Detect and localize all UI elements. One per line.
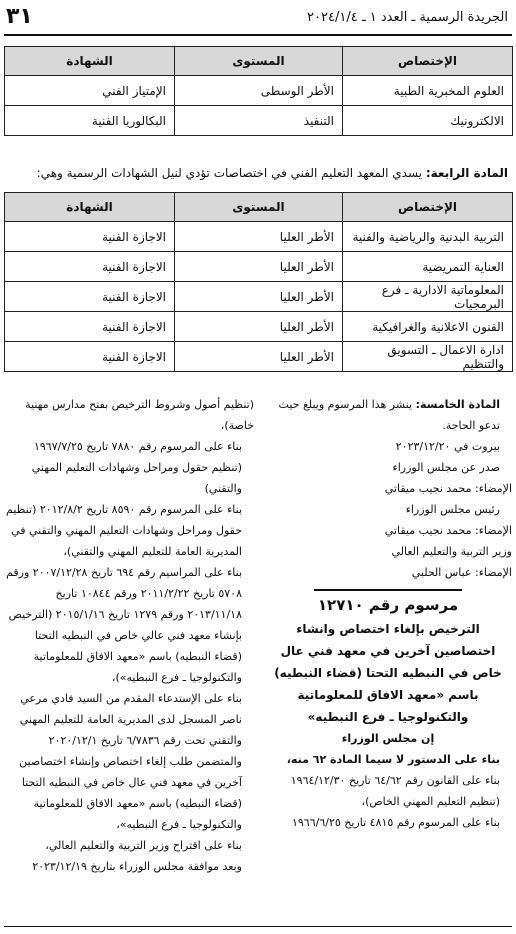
cell-level: الأطر العليا [175, 252, 343, 282]
cell-level: الأطر العليا [175, 282, 343, 312]
cell-certificate: الاجازة الفنية [5, 252, 175, 282]
prime-minister-title: رئيس مجلس الوزراء [405, 503, 500, 516]
article-four-text: يسدي المعهد التعليم الفني في اختصاصات تؤدي لنيل الشهادات الرسمية وهي: [36, 166, 426, 180]
council-heading: إن مجلس الوزراء [341, 732, 435, 745]
place-date: بيروت في ٢٠٢٣/١٢/٢٠ [395, 440, 500, 453]
decree-title: الترخيص بإلغاء اختصاص وانشاء اختصاصين آخرين في معهد فني عال خاص في النبطيه التحتا (قضاء النبطيه) باسم «معهد الافاق للمعلوماتية والتكنولوجيا ـ فرع النبطيه» [274, 622, 502, 724]
decree-divider [314, 589, 463, 591]
left-paragraph-3: بناء على المرسوم رقم ٨٥٩٠ تاريخ ٢٠١٢/٨/٢ (تنظيم حقول ومراحل وشهادات التعليم المهني والتقني في المديرية العامة للتعليم المهني والتقني)، [6, 503, 242, 558]
cell-specialty: المعلوماتية الادارية ـ فرع البرمجيات [343, 282, 513, 312]
journal-title: الجريدة الرسمية ـ العدد ١ ـ ٢٠٢٤/١/٤ [307, 10, 508, 25]
decree-4815-basis: بناء على المرسوم رقم ٤٨١٥ تاريخ ١٩٦٦/٦/٢٥ [291, 816, 500, 829]
law-basis: بناء على القانون رقم ٦٤/٦٢ تاريخ ١٩٦٤/١٢/٣٠ (تنظيم التعليم المهني الخاص)، [290, 774, 500, 808]
right-column [264, 394, 512, 833]
header-specialty: الإختصاص [343, 47, 513, 76]
table-row [5, 76, 513, 106]
left-paragraph-6: بناء على اقتراح وزير التربية والتعليم العالي، [45, 839, 242, 852]
header-certificate: الشهادة [5, 193, 175, 222]
cell-level: التنفيذ [175, 106, 343, 136]
cell-specialty: العناية التمريضية [343, 252, 513, 282]
issued-by: صدر عن مجلس الوزراء [392, 461, 500, 474]
table-row [5, 282, 513, 312]
table-row [5, 106, 513, 136]
page-header [4, 4, 512, 34]
table-row [5, 252, 513, 282]
left-paragraph-2: بناء على المرسوم رقم ٧٨٨٠ تاريخ ١٩٦٧/٧/٢٥ (تنظيم حقول ومراحل وشهادات التعليم المهني والتقني) [31, 440, 242, 495]
cell-certificate: البكالوريا الفنية [5, 106, 175, 136]
cell-certificate: الاجازة الفنية [5, 312, 175, 342]
cell-specialty: ادارة الاعمال ـ التسويق والتنظيم [343, 342, 513, 372]
article-four [8, 166, 508, 180]
cell-level: الأطر العليا [175, 312, 343, 342]
table-row [5, 342, 513, 372]
table-header-row [5, 47, 513, 76]
left-paragraph-1: (تنظيم أصول وشروط الترخيص بفتح مدارس مهنية خاصة)، [25, 398, 254, 432]
left-paragraph-7: وبعد موافقة مجلس الوزراء بتاريخ ٢٠٢٣/١٢/١٩ [32, 860, 242, 873]
cell-certificate: الاجازة الفنية [5, 282, 175, 312]
table-header-row [5, 193, 513, 222]
minister-title: وزير التربية والتعليم العالي [391, 545, 512, 558]
cell-specialty: الفنون الاعلانية والغرافيكية [343, 312, 513, 342]
left-column [4, 394, 254, 877]
cell-specialty: التربية البدنية والرياضية والفنية [343, 222, 513, 252]
specialties-table-2 [4, 192, 513, 372]
table-row [5, 312, 513, 342]
signature-2: الإمضاء: محمد نجيب ميقاتي [384, 524, 512, 537]
header-specialty: الإختصاص [343, 193, 513, 222]
constitution-basis: بناء على الدستور لا سيما المادة ٦٢ منه، [286, 753, 500, 766]
cell-specialty: العلوم المخبرية الطبية [343, 76, 513, 106]
article-five [264, 394, 512, 436]
article-four-label: المادة الرابعة: [425, 166, 508, 180]
table-row [5, 222, 513, 252]
article-five-text: ينشر هذا المرسوم ويبلغ حيث تدعو الحاجة. [278, 398, 500, 432]
footer-rule [4, 926, 512, 927]
decree-number: مرسوم رقم ١٢٧١٠ [317, 596, 459, 614]
header-level: المستوى [175, 47, 343, 76]
header-level: المستوى [175, 193, 343, 222]
left-paragraph-5: بناء على الإستدعاء المقدم من السيد فادي مرعي ناصر المسجل لدى المديرية العامة للتعليم المهني والتقني تحت رقم ٦/٧٨٣٦ تاريخ ٢٠٢٠/١٢/١ والمتضمن طلب إلغاء اختصاص وإنشاء اختصاصين آخرين في معهد فني عال خاص في النبطيه التحتا (قضاء النبطيه) باسم «معهد الافاق للمعلوماتية والتكنولوجيا ـ فرع النبطيه»، [19, 692, 242, 831]
cell-level: الأطر العليا [175, 222, 343, 252]
signature-3: الإمضاء: عباس الحلبي [411, 566, 512, 579]
header-certificate: الشهادة [5, 47, 175, 76]
cell-level: الأطر العليا [175, 342, 343, 372]
header-rule [4, 34, 512, 36]
cell-level: الأطر الوسطى [175, 76, 343, 106]
specialties-table-1 [4, 46, 513, 136]
signature-1: الإمضاء: محمد نجيب ميقاتي [384, 482, 512, 495]
cell-certificate: الاجازة الفنية [5, 342, 175, 372]
cell-certificate: الإمتياز الفني [5, 76, 175, 106]
page-number: ٣١ [6, 4, 33, 29]
cell-certificate: الاجازة الفنية [5, 222, 175, 252]
article-five-label: المادة الخامسة: [415, 398, 500, 411]
cell-specialty: الالكترونيك [343, 106, 513, 136]
left-paragraph-4: بناء على المراسيم رقم ٦٩٤ تاريخ ٢٠٠٧/١٢/٢٨ ورقم ٥٧٠٨ تاريخ ٢٠١١/٢/٢٢ ورقم ١٠٨٤٤ تاريخ ٢٠١٣/١١/١٨ ورقم ١٢٧٩ تاريخ ٢٠١٥/١/١٦ (الترخيص بإنشاء معهد فني عالي خاص في النبطيه التحتا (قضاء النبطيه) باسم «معهد الافاق للمعلوماتية والتكنولوجيا ـ فرع النبطيه»)، [6, 566, 242, 684]
